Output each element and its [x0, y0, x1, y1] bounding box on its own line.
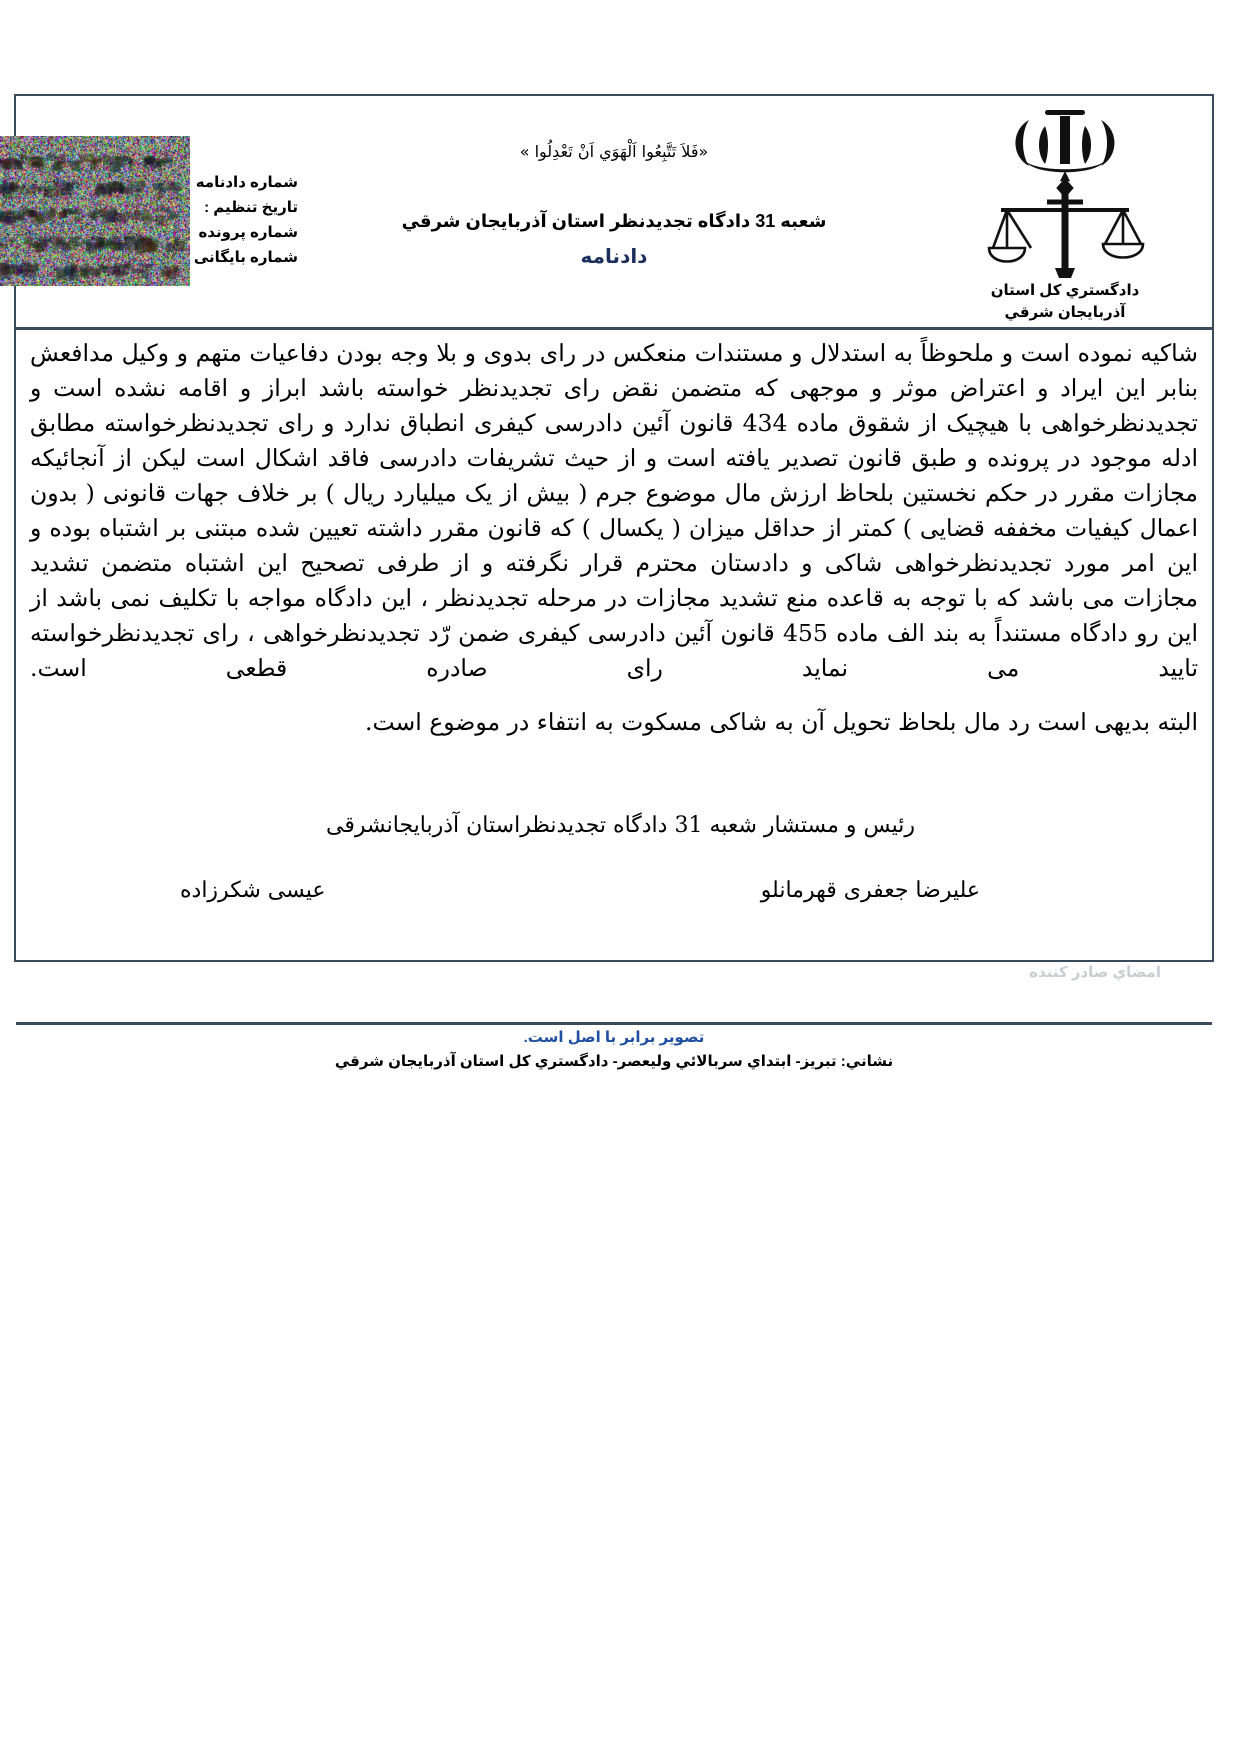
- label-verdict-number: شماره دادنامه: [195, 174, 298, 191]
- signatory-title: رئیس و مستشار شعبه 31 دادگاه تجدیدنظراستان آذربایجانشرقی: [326, 813, 915, 838]
- quranic-verse: «فَلاَ تَتَّبِعُوا اَلْهَوَي اَنْ تَعْدِلُوا »: [519, 142, 709, 161]
- label-case-number: شماره پرونده: [198, 224, 298, 241]
- verdict-body-paragraph: شاكيه نموده است و ملحوظاً به استدلال و مستندات منعكس در رای بدوی و بلا وجه بودن دفاعيات متهم و وكيل مدافعش بنابر اين ايراد و اعتراض موثر و موجهی كه متضمن نقض رای تجديدنظر خواسته باشد ابراز و اقامه نشده است و تجديدنظرخواهی با هيچيک از شقوق ماده 434 قانون آئين دادرسی كيفری انطباق ندارد و رای تجديدنظرخواسته مطابق ادله موجود در پرونده و طبق قانون تصدير يافته است و از حيث تشريفات دادرسی فاقد اشكال است ليكن از آنجائيكه مجازات مقرر در حكم نخستين بلحاظ ارزش مال موضوع جرم ( بيش از يک ميليارد ريال ) بر خلاف جهات قانونی ( بدون اعمال كيفيات مخففه قضايی ) كمتر از حداقل ميزان ( يكسال ) كه قانون مقرر داشته تعيين شده مبتنی بر اشتباه بوده و اين امر مورد تجديدنظرخواهی شاكی و دادستان محترم قرار نگرفته و از طرفی تصحيح اين اشتباه متضمن تشديد مجازات می باشد كه با توجه به قاعده منع تشديد مجازات در مرحله تجديدنظر ، اين دادگاه مواجه با تكليف نمی باشد از اين رو دادگاه مستنداً به بند الف ماده 455 قانون آئين دادرسی كيفری ضمن رّد تجديدنظرخواهی ، رای تجديدنظرخواسته تاييد می نمايد رای صادره قطعی است.: [30, 339, 1198, 682]
- label-issue-date: تاریخ تنظیم :: [204, 199, 298, 216]
- verdict-body: [30, 336, 1198, 686]
- footer-divider: [16, 1022, 1212, 1025]
- emblem-caption: [970, 280, 1160, 324]
- header-divider: [16, 327, 1212, 330]
- certified-copy-note: تصویر برابر با اصل است.: [523, 1029, 705, 1046]
- court-branch-line: شعبه 31 دادگاه تجدیدنظر استان آذربایجان شرقي: [401, 211, 827, 231]
- document-footer: [16, 1028, 1212, 1070]
- signatory-name-presiding: علیرضا جعفری قهرمانلو: [760, 878, 980, 903]
- emblem-caption-line2: شرقي: [1004, 304, 1054, 321]
- emblem-caption-line1: دادگستري كل استان آذربايجان: [990, 282, 1140, 321]
- issuer-signature-watermark: امضاي صادر كننده: [1029, 964, 1161, 981]
- page-title: دادنامه: [580, 246, 648, 268]
- verdict-closing-paragraph: البته بديهی است رد مال بلحاظ تحويل آن به شاكی مسكوت به انتفاء در موضوع است.: [364, 708, 1198, 736]
- signatory-names: [180, 878, 980, 903]
- document-header: [16, 96, 1212, 324]
- iran-judiciary-emblem-scales-icon: [985, 106, 1145, 284]
- label-archive-number: شماره بایگانی: [193, 249, 298, 266]
- signatory-name-advisor: عیسی شکرزاده: [180, 878, 326, 903]
- footer-address: نشاني: تبريز- ابتداي سربالائي وليعصر- دادگستري كل استان آذربايجان شرقي: [334, 1053, 894, 1070]
- emblem-block: [940, 106, 1190, 324]
